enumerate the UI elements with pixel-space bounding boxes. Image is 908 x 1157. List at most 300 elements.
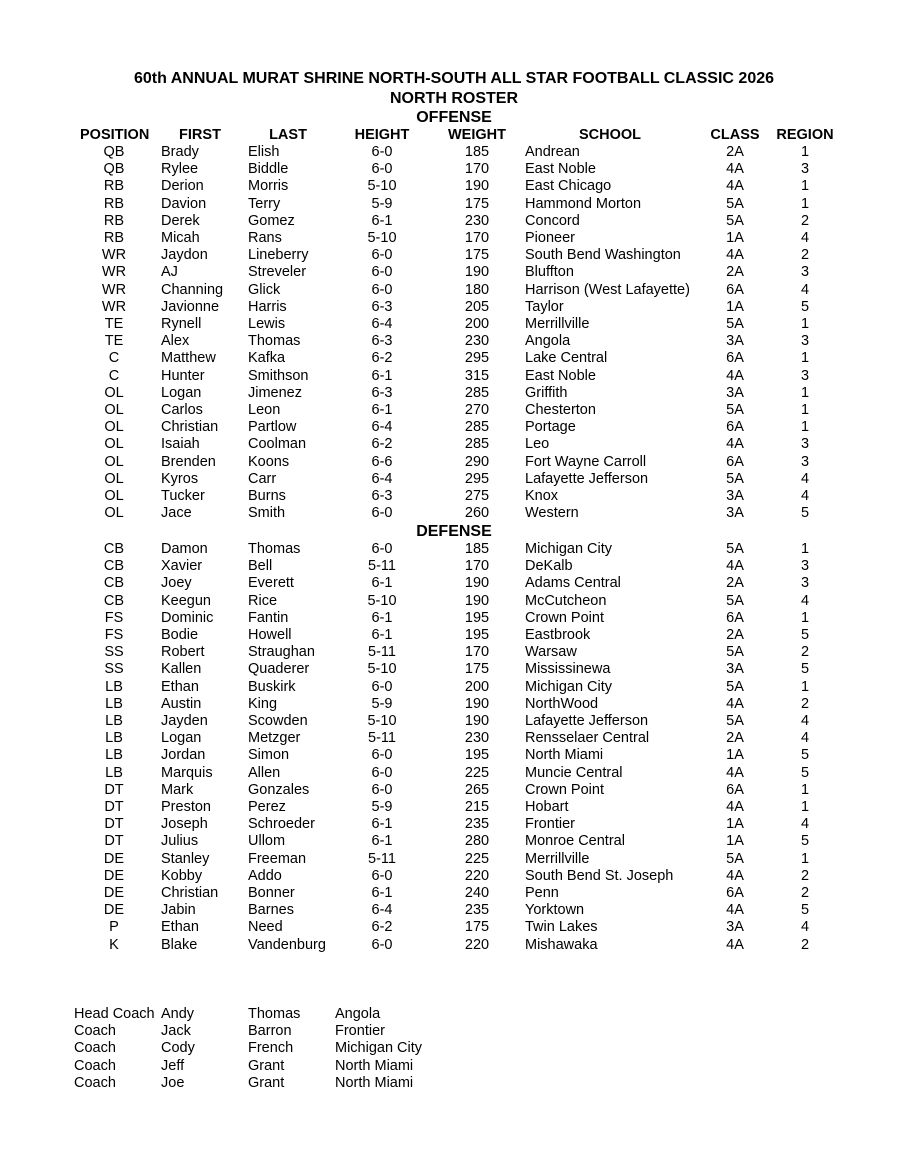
region-cell: 5 <box>800 505 810 522</box>
last-name-cell: Metzger <box>248 730 301 747</box>
coach-first-name: Jeff <box>161 1057 185 1074</box>
coach-school: North Miami <box>335 1074 414 1091</box>
height-cell: 6-0 <box>371 161 393 178</box>
region-cell: 4 <box>800 919 810 936</box>
first-name-cell: Jayden <box>161 713 208 729</box>
table-row <box>0 402 908 419</box>
last-name-cell: Leon <box>248 402 281 418</box>
table-row <box>0 471 908 488</box>
region-cell: 5 <box>800 833 810 850</box>
school-cell: Lafayette Jefferson <box>525 470 649 487</box>
table-row <box>0 902 908 919</box>
school-cell: Griffith <box>525 384 568 401</box>
class-cell: 6A <box>726 885 744 901</box>
height-cell: 6-1 <box>371 367 393 384</box>
weight-cell: 195 <box>464 747 490 764</box>
height-cell: 5-11 <box>368 558 396 575</box>
class-cell: 4A <box>726 936 744 953</box>
class-cell: 4A <box>726 558 744 575</box>
height-cell: 5-9 <box>371 799 393 815</box>
school-cell: Frontier <box>525 816 575 833</box>
weight-cell: 270 <box>464 402 490 418</box>
position-cell: LB <box>105 695 123 712</box>
weight-cell: 215 <box>464 799 490 815</box>
last-name-cell: Elish <box>248 144 280 160</box>
last-name-cell: Glick <box>248 281 281 298</box>
school-cell: Adams Central <box>525 575 621 592</box>
last-name-cell: Allen <box>248 764 281 781</box>
table-row <box>0 610 908 627</box>
region-cell: 1 <box>800 402 810 418</box>
class-cell: 4A <box>726 178 744 195</box>
school-cell: Concord <box>525 212 580 229</box>
region-cell: 5 <box>800 661 810 678</box>
school-cell: Leo <box>525 436 550 453</box>
weight-cell: 275 <box>464 488 490 504</box>
table-row <box>0 385 908 402</box>
region-cell: 1 <box>800 609 810 626</box>
first-name-cell: Channing <box>161 281 224 298</box>
coach-row <box>0 1006 908 1023</box>
table-row <box>0 627 908 644</box>
weight-cell: 175 <box>464 195 490 212</box>
table-row <box>0 868 908 885</box>
coach-first-name: Joe <box>161 1074 185 1091</box>
region-cell: 1 <box>800 419 810 436</box>
class-cell: 5A <box>726 713 744 729</box>
table-row <box>0 799 908 816</box>
region-cell: 3 <box>800 436 810 453</box>
table-row <box>0 644 908 661</box>
first-name-cell: Christian <box>161 419 219 436</box>
first-name-cell: Preston <box>161 799 211 815</box>
school-cell: Fort Wayne Carroll <box>525 453 647 470</box>
class-cell: 2A <box>726 730 744 747</box>
region-cell: 3 <box>800 264 810 281</box>
first-name-cell: Davion <box>161 195 207 212</box>
first-name-cell: Javionne <box>161 298 220 315</box>
first-name-cell: Carlos <box>161 402 203 418</box>
school-cell: Bluffton <box>525 264 574 281</box>
weight-cell: 190 <box>464 695 490 712</box>
school-cell: South Bend St. Joseph <box>525 867 674 884</box>
table-row <box>0 247 908 264</box>
weight-cell: 235 <box>464 816 490 833</box>
last-name-cell: King <box>248 695 278 712</box>
class-cell: 5A <box>726 678 744 695</box>
coach-last-name: French <box>248 1040 294 1057</box>
class-cell: 5A <box>726 470 744 487</box>
class-cell: 6A <box>726 609 744 626</box>
class-cell: 4A <box>726 367 744 384</box>
height-cell: 5-9 <box>371 195 393 212</box>
height-cell: 5-10 <box>367 178 397 195</box>
table-row <box>0 816 908 833</box>
school-cell: DeKalb <box>525 558 573 575</box>
region-cell: 4 <box>800 230 810 246</box>
table-row <box>0 161 908 178</box>
last-name-cell: Biddle <box>248 161 289 178</box>
position-cell: RB <box>103 230 125 246</box>
height-cell: 6-0 <box>371 505 393 522</box>
weight-cell: 195 <box>464 627 490 643</box>
position-cell: RB <box>103 212 125 229</box>
coach-role: Coach <box>74 1074 116 1091</box>
header-school: SCHOOL <box>578 127 642 143</box>
school-cell: Lafayette Jefferson <box>525 713 649 729</box>
first-name-cell: Damon <box>161 541 208 557</box>
position-cell: DT <box>104 816 124 833</box>
region-cell: 5 <box>800 764 810 781</box>
height-cell: 5-11 <box>368 850 396 867</box>
class-cell: 6A <box>726 350 744 367</box>
region-cell: 3 <box>800 161 810 178</box>
weight-cell: 170 <box>464 644 490 661</box>
region-cell: 5 <box>800 747 810 764</box>
weight-cell: 200 <box>464 678 490 695</box>
school-cell: Harrison (West Lafayette) <box>525 281 690 298</box>
table-row <box>0 713 908 730</box>
school-cell: East Chicago <box>525 178 612 195</box>
weight-cell: 220 <box>464 867 490 884</box>
weight-cell: 225 <box>464 764 490 781</box>
table-row <box>0 937 908 954</box>
height-cell: 6-1 <box>371 833 393 850</box>
position-cell: OL <box>104 436 124 453</box>
header-first: FIRST <box>179 127 221 143</box>
school-cell: Penn <box>525 885 559 901</box>
class-cell: 4A <box>726 247 744 264</box>
position-cell: DT <box>104 799 124 815</box>
coach-role: Head Coach <box>74 1006 155 1022</box>
last-name-cell: Thomas <box>248 333 301 350</box>
position-cell: QB <box>103 161 125 178</box>
region-cell: 1 <box>800 678 810 695</box>
last-name-cell: Gomez <box>248 212 295 229</box>
class-cell: 5A <box>726 212 744 229</box>
region-cell: 2 <box>800 695 810 712</box>
coach-role: Coach <box>74 1040 116 1057</box>
first-name-cell: Logan <box>161 730 202 747</box>
region-cell: 3 <box>800 333 810 350</box>
weight-cell: 170 <box>464 230 490 246</box>
last-name-cell: Lineberry <box>248 247 309 264</box>
page-title: 60th ANNUAL MURAT SHRINE NORTH-SOUTH ALL STAR FOOTBALL CLASSIC 2026 <box>133 70 775 87</box>
last-name-cell: Quaderer <box>248 661 310 678</box>
table-row <box>0 316 908 333</box>
table-row <box>0 282 908 299</box>
weight-cell: 225 <box>464 850 490 867</box>
school-cell: Knox <box>525 488 559 504</box>
table-row <box>0 919 908 936</box>
height-cell: 6-6 <box>371 453 393 470</box>
height-cell: 6-4 <box>371 316 393 332</box>
school-cell: Monroe Central <box>525 833 625 850</box>
table-row <box>0 575 908 592</box>
height-cell: 6-0 <box>371 144 393 160</box>
last-name-cell: Streveler <box>248 264 307 281</box>
height-cell: 6-4 <box>371 902 393 919</box>
weight-cell: 190 <box>464 575 490 592</box>
height-cell: 6-1 <box>371 575 393 592</box>
region-cell: 3 <box>800 367 810 384</box>
weight-cell: 240 <box>464 885 490 901</box>
table-row <box>0 833 908 850</box>
first-name-cell: Mark <box>161 781 194 798</box>
table-row <box>0 488 908 505</box>
weight-cell: 265 <box>464 781 490 798</box>
region-cell: 5 <box>800 298 810 315</box>
height-cell: 6-0 <box>371 247 393 264</box>
weight-cell: 195 <box>464 609 490 626</box>
class-cell: 3A <box>726 505 744 522</box>
weight-cell: 180 <box>464 281 490 298</box>
position-cell: C <box>108 350 120 367</box>
first-name-cell: Austin <box>161 695 202 712</box>
coach-school: North Miami <box>335 1057 414 1074</box>
last-name-cell: Bonner <box>248 885 295 901</box>
table-row <box>0 765 908 782</box>
last-name-cell: Simon <box>248 747 290 764</box>
weight-cell: 280 <box>464 833 490 850</box>
height-cell: 6-0 <box>371 678 393 695</box>
class-cell: 4A <box>726 695 744 712</box>
weight-cell: 285 <box>464 384 490 401</box>
position-cell: DE <box>103 885 125 901</box>
position-cell: CB <box>103 558 125 575</box>
school-cell: Western <box>525 505 579 522</box>
school-cell: Lake Central <box>525 350 608 367</box>
position-cell: OL <box>104 470 124 487</box>
coach-first-name: Jack <box>161 1023 191 1040</box>
class-cell: 2A <box>726 144 744 160</box>
position-cell: OL <box>104 488 124 504</box>
position-cell: FS <box>104 609 124 626</box>
region-cell: 1 <box>800 350 810 367</box>
last-name-cell: Addo <box>248 867 282 884</box>
school-cell: Twin Lakes <box>525 919 598 936</box>
last-name-cell: Thomas <box>248 541 301 557</box>
region-cell: 1 <box>800 316 810 332</box>
coach-first-name: Cody <box>161 1040 195 1057</box>
school-cell: Michigan City <box>525 678 613 695</box>
weight-cell: 220 <box>464 936 490 953</box>
last-name-cell: Freeman <box>248 850 307 867</box>
position-cell: LB <box>105 747 123 764</box>
first-name-cell: Marquis <box>161 764 213 781</box>
height-cell: 6-0 <box>371 867 393 884</box>
class-cell: 4A <box>726 764 744 781</box>
last-name-cell: Gonzales <box>248 781 310 798</box>
header-weight: WEIGHT <box>448 127 506 143</box>
class-cell: 1A <box>726 298 744 315</box>
table-row <box>0 213 908 230</box>
height-cell: 5-10 <box>367 661 397 678</box>
first-name-cell: Christian <box>161 885 219 901</box>
weight-cell: 295 <box>464 470 490 487</box>
position-cell: SS <box>104 661 124 678</box>
position-cell: WR <box>101 247 127 264</box>
weight-cell: 175 <box>464 919 490 936</box>
weight-cell: 235 <box>464 902 490 919</box>
table-row <box>0 541 908 558</box>
height-cell: 5-11 <box>368 644 396 661</box>
first-name-cell: Stanley <box>161 850 210 867</box>
region-cell: 4 <box>800 488 810 504</box>
position-cell: CB <box>103 541 125 557</box>
weight-cell: 285 <box>464 419 490 436</box>
region-cell: 5 <box>800 902 810 919</box>
last-name-cell: Barnes <box>248 902 294 919</box>
class-cell: 4A <box>726 161 744 178</box>
region-cell: 1 <box>800 144 810 160</box>
school-cell: NorthWood <box>525 695 599 712</box>
last-name-cell: Koons <box>248 453 290 470</box>
offense-section-label: OFFENSE <box>416 109 492 126</box>
position-cell: OL <box>104 384 124 401</box>
last-name-cell: Smith <box>248 505 286 522</box>
last-name-cell: Bell <box>248 558 273 575</box>
weight-cell: 315 <box>464 367 490 384</box>
position-cell: WR <box>101 281 127 298</box>
first-name-cell: Alex <box>161 333 190 350</box>
last-name-cell: Straughan <box>248 644 315 661</box>
first-name-cell: Rynell <box>161 316 202 332</box>
position-cell: WR <box>101 298 127 315</box>
class-cell: 5A <box>726 316 744 332</box>
last-name-cell: Burns <box>248 488 286 504</box>
first-name-cell: Logan <box>161 384 202 401</box>
table-row <box>0 696 908 713</box>
school-cell: North Miami <box>525 747 604 764</box>
height-cell: 6-3 <box>371 298 393 315</box>
last-name-cell: Jimenez <box>248 384 302 401</box>
table-row <box>0 885 908 902</box>
class-cell: 4A <box>726 436 744 453</box>
class-cell: 1A <box>726 833 744 850</box>
first-name-cell: Julius <box>161 833 199 850</box>
weight-cell: 170 <box>464 161 490 178</box>
region-cell: 2 <box>800 212 810 229</box>
weight-cell: 295 <box>464 350 490 367</box>
class-cell: 3A <box>726 919 744 936</box>
first-name-cell: Dominic <box>161 609 214 626</box>
school-cell: Andrean <box>525 144 580 160</box>
position-cell: RB <box>103 195 125 212</box>
class-cell: 1A <box>726 747 744 764</box>
header-last: LAST <box>269 127 307 143</box>
table-row <box>0 679 908 696</box>
last-name-cell: Partlow <box>248 419 297 436</box>
region-cell: 1 <box>800 178 810 195</box>
region-cell: 3 <box>800 575 810 592</box>
class-cell: 3A <box>726 661 744 678</box>
weight-cell: 290 <box>464 453 490 470</box>
height-cell: 6-0 <box>371 264 393 281</box>
first-name-cell: Jaydon <box>161 247 208 264</box>
position-cell: P <box>109 919 119 936</box>
height-cell: 5-10 <box>367 592 397 609</box>
height-cell: 6-0 <box>371 281 393 298</box>
position-cell: OL <box>104 505 124 522</box>
height-cell: 6-4 <box>371 419 393 436</box>
height-cell: 6-1 <box>371 885 393 901</box>
table-row <box>0 299 908 316</box>
school-cell: Crown Point <box>525 781 604 798</box>
first-name-cell: Xavier <box>161 558 203 575</box>
position-cell: K <box>109 936 119 953</box>
first-name-cell: Keegun <box>161 592 211 609</box>
first-name-cell: Kyros <box>161 470 199 487</box>
header-height: HEIGHT <box>354 127 410 143</box>
coach-last-name: Thomas <box>248 1006 301 1022</box>
school-cell: Hammond Morton <box>525 195 642 212</box>
region-cell: 1 <box>800 541 810 557</box>
weight-cell: 200 <box>464 316 490 332</box>
coach-first-name: Andy <box>161 1006 195 1022</box>
table-row <box>0 730 908 747</box>
region-cell: 4 <box>800 281 810 298</box>
first-name-cell: Derek <box>161 212 200 229</box>
height-cell: 6-0 <box>371 936 393 953</box>
school-cell: Chesterton <box>525 402 596 418</box>
school-cell: Michigan City <box>525 541 613 557</box>
first-name-cell: Ethan <box>161 678 199 695</box>
school-cell: Mississinewa <box>525 661 611 678</box>
region-cell: 4 <box>800 470 810 487</box>
header-position: POSITION <box>80 127 150 143</box>
position-cell: DT <box>104 781 124 798</box>
coach-last-name: Grant <box>248 1057 285 1074</box>
coach-row <box>0 1023 908 1040</box>
table-row <box>0 661 908 678</box>
coach-last-name: Grant <box>248 1074 285 1091</box>
class-cell: 1A <box>726 230 744 246</box>
last-name-cell: Harris <box>248 298 287 315</box>
position-cell: DT <box>104 833 124 850</box>
last-name-cell: Vandenburg <box>248 936 326 953</box>
table-row <box>0 264 908 281</box>
position-cell: SS <box>104 644 124 661</box>
region-cell: 5 <box>800 627 810 643</box>
table-row <box>0 333 908 350</box>
height-cell: 6-1 <box>371 212 393 229</box>
coach-school: Angola <box>335 1006 381 1022</box>
school-cell: Mishawaka <box>525 936 598 953</box>
table-row <box>0 782 908 799</box>
first-name-cell: AJ <box>161 264 178 281</box>
class-cell: 2A <box>726 264 744 281</box>
weight-cell: 230 <box>464 730 490 747</box>
weight-cell: 190 <box>464 592 490 609</box>
school-cell: Muncie Central <box>525 764 623 781</box>
school-cell: Taylor <box>525 298 564 315</box>
height-cell: 6-2 <box>371 350 393 367</box>
first-name-cell: Robert <box>161 644 205 661</box>
first-name-cell: Joey <box>161 575 192 592</box>
height-cell: 6-0 <box>371 747 393 764</box>
region-cell: 1 <box>800 781 810 798</box>
class-cell: 3A <box>726 333 744 350</box>
coach-school: Frontier <box>335 1023 385 1040</box>
position-cell: C <box>108 367 120 384</box>
class-cell: 3A <box>726 488 744 504</box>
class-cell: 5A <box>726 850 744 867</box>
class-cell: 5A <box>726 541 744 557</box>
weight-cell: 190 <box>464 178 490 195</box>
class-cell: 6A <box>726 453 744 470</box>
table-row <box>0 558 908 575</box>
